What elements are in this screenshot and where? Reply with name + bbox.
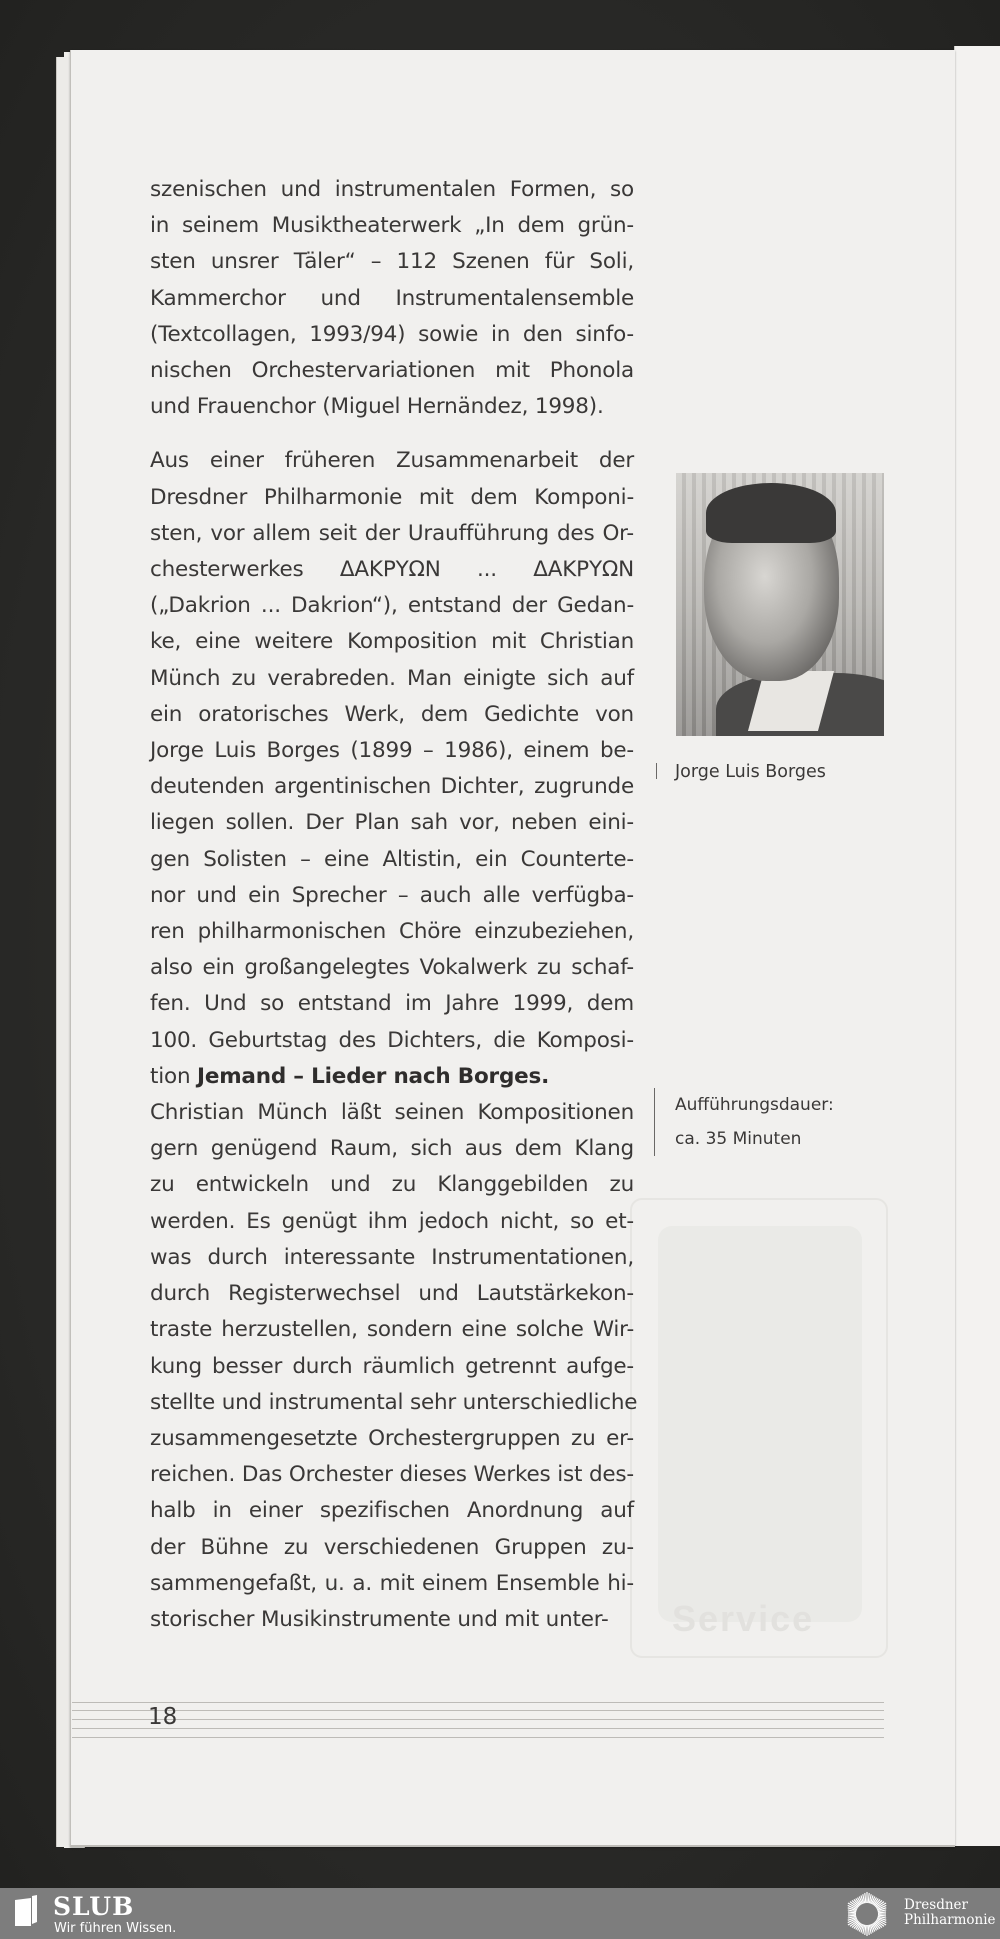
- footer-rules: [72, 1702, 884, 1742]
- sunburst-ray: [848, 1915, 856, 1916]
- body-text: [150, 172, 638, 1638]
- text-line: (Textcollagen, 1993/94) sowie in den sinfo-: [150, 321, 634, 347]
- duration-value: ca. 35 Minuten: [675, 1129, 802, 1149]
- sunburst-ray: [878, 1915, 886, 1916]
- philharmonie-brand-line1: Dresdner: [904, 1897, 968, 1913]
- text-line: nor und ein Sprecher – auch alle verfügba-: [150, 882, 634, 908]
- text-line: szenischen und instrumentalen Formen, so: [150, 177, 634, 202]
- text-line: ren philharmonischen Chöre einzubeziehen,: [150, 919, 634, 945]
- text-line: werden. Es genügt ihm jedoch nicht, so et-: [150, 1208, 634, 1234]
- text-line: Aus einer früheren Zusammenarbeit der: [150, 448, 634, 474]
- paragraph-1: [150, 172, 634, 425]
- work-title: Jemand – Lieder nach Borges.: [197, 1063, 550, 1089]
- text-line: gern genügend Raum, sich aus dem Klang: [150, 1136, 634, 1162]
- text-line: storischer Musikinstrumente und mit unter-: [150, 1606, 609, 1632]
- text-line: Kammerchor und Instrumentalensemble: [150, 285, 634, 311]
- text-line: nischen Orchestervariationen mit Phonola: [150, 358, 634, 384]
- text-line: ke, eine weitere Komposition mit Christian: [150, 629, 634, 655]
- caption-text: Jorge Luis Borges: [675, 762, 826, 782]
- bottom-banner: [0, 1888, 1000, 1939]
- show-through-ad: [630, 1198, 888, 1658]
- philharmonie-sunburst-icon[interactable]: [840, 1890, 894, 1938]
- philharmonie-brand[interactable]: [904, 1898, 996, 1928]
- text-line: Dresdner Philharmonie mit dem Komponi-: [150, 484, 634, 510]
- footer-rule: [72, 1737, 884, 1738]
- text-line: was durch interessante Instrumentationen,: [150, 1244, 634, 1270]
- text-line: zusammengesetzte Orchestergruppen zu er-: [150, 1425, 634, 1451]
- footer-rule: [72, 1719, 884, 1720]
- text-line: stellte und instrumental sehr unterschiedliche: [150, 1389, 638, 1415]
- footer-rule: [72, 1728, 884, 1729]
- duration-label: Aufführungsdauer:: [675, 1095, 834, 1115]
- text-line: deutenden argentinischen Dichter, zugrunde: [150, 774, 634, 800]
- text-line: Christian Münch läßt seinen Kompositionen: [150, 1100, 634, 1126]
- paragraph-2: [150, 443, 638, 1638]
- text-line: halb in einer spezifischen Anordnung auf: [150, 1498, 634, 1524]
- text-line: sten, vor allem seit der Uraufführung des Or-: [150, 520, 634, 546]
- text-line: traste herzustellen, sondern eine solche Wir-: [150, 1317, 634, 1343]
- slub-brand[interactable]: SLUB: [53, 1892, 135, 1921]
- philharmonie-brand-line2: Philharmonie: [904, 1912, 996, 1928]
- text-line: kung besser durch räumlich getrennt aufge-: [150, 1353, 634, 1379]
- facing-page-edge: [954, 46, 1000, 1846]
- text-line: tion Jemand – Lieder nach Borges.: [150, 1063, 550, 1089]
- text-line: in seinem Musiktheaterwerk „In dem grün-: [150, 213, 634, 239]
- text-line: der Bühne zu verschiedenen Gruppen zu-: [150, 1534, 634, 1560]
- slub-tagline: Wir führen Wissen.: [54, 1921, 177, 1936]
- page-number: 18: [148, 1704, 178, 1730]
- text-line: durch Registerwechsel und Lautstärkekon-: [150, 1281, 634, 1307]
- text-line: liegen sollen. Der Plan sah vor, neben eini-: [150, 810, 634, 836]
- text-line: zu entwickeln und zu Klanggebilden zu: [150, 1172, 634, 1198]
- photo-caption: [656, 762, 826, 782]
- slub-book-icon: [13, 1894, 41, 1928]
- text-line: sten unsrer Täler“ – 112 Szenen für Soli,: [150, 249, 634, 275]
- show-through-ad-text: Service: [672, 1598, 815, 1639]
- text-line: fen. Und so entstand im Jahre 1999, dem: [150, 991, 634, 1017]
- text-line: gen Solisten – eine Altistin, ein Counterte-: [150, 846, 634, 872]
- text-line: reichen. Das Orchester dieses Werkes ist des-: [150, 1462, 634, 1488]
- footer-rule: [72, 1702, 884, 1703]
- text-line: Münch zu verabreden. Man einigte sich auf: [150, 665, 634, 691]
- text-line: ein oratorisches Werk, dem Gedichte von: [150, 701, 634, 727]
- show-through-ad-image: [658, 1226, 862, 1622]
- caption-marker: [656, 763, 657, 779]
- footer-rule: [72, 1710, 884, 1711]
- sunburst-ray: [848, 1912, 856, 1913]
- text-line: sammengefaßt, u. a. mit einem Ensemble hi-: [150, 1570, 634, 1596]
- text-line: chesterwerkes ΔΑΚΡΥΩΝ ... ΔΑΚΡΥΩΝ: [150, 557, 634, 583]
- text-line: Jorge Luis Borges (1899 – 1986), einem be-: [150, 738, 634, 764]
- borges-photo: [676, 473, 884, 736]
- photo-hair: [706, 483, 836, 543]
- text-line: („Dakrion ... Dakrion“), entstand der Gedan-: [150, 593, 634, 619]
- duration-note: [654, 1088, 834, 1156]
- text-line: also ein großangelegtes Vokalwerk zu schaf-: [150, 955, 634, 981]
- sunburst-ray: [878, 1912, 886, 1913]
- text-line: und Frauenchor (Miguel Hernändez, 1998).: [150, 394, 604, 420]
- text-line: 100. Geburtstag des Dichters, die Komposi-: [150, 1027, 634, 1053]
